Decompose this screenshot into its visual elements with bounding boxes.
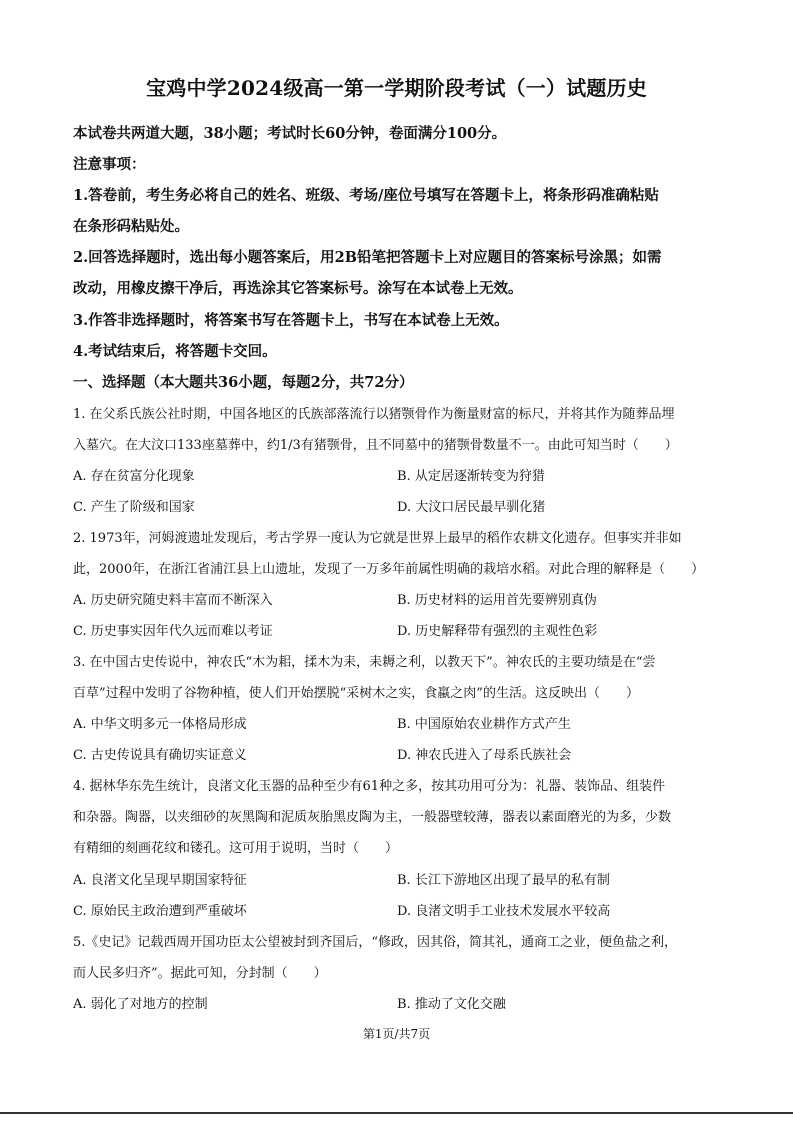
- question-2-option-d: D. 历史解释带有强烈的主观性色彩: [397, 624, 598, 639]
- question-1-text: 1. 在父系氏族公社时期，中国各地区的氏族部落流行以猪颚骨作为衡量财富的标尺，并将其作为随葬品埋: [73, 407, 675, 422]
- notice-line: 在条形码粘贴处。: [73, 218, 189, 235]
- question-5-option-b: B. 推动了文化交融: [397, 997, 506, 1012]
- question-4-option-c: C. 原始民主政治遭到严重破坏: [73, 904, 247, 919]
- question-2-text: 此，2000年，在浙江省浦江县上山遗址，发现了一万多年前属性明确的栽培水稻。对此合理的解释是（ ）: [73, 562, 705, 577]
- notice-line: 1.答卷前，考生务必将自己的姓名、班级、考场/座位号填写在答题卡上，将条形码准确粘贴: [73, 187, 659, 204]
- question-1-option-c: C. 产生了阶级和国家: [73, 500, 195, 515]
- question-3-option-b: B. 中国原始农业耕作方式产生: [397, 717, 571, 732]
- section-heading: 一、选择题（本大题共36小题，每题2分，共72分）: [73, 374, 414, 391]
- question-2-option-c: C. 历史事实因年代久远而难以考证: [73, 624, 273, 639]
- question-1-option-a: A. 存在贫富分化现象: [73, 469, 195, 484]
- question-1-option-b: B. 从定居逐渐转变为狩猎: [397, 469, 545, 484]
- notice-heading: 注意事项：: [73, 156, 146, 173]
- question-4-text: 和杂器。陶器，以夹细砂的灰黑陶和泥质灰胎黑皮陶为主，一般器壁较薄，器表以素面磨光的为多，少数: [73, 810, 672, 825]
- bottom-divider: [0, 1112, 793, 1114]
- question-4-option-a: A. 良渚文化呈现早期国家特征: [73, 873, 247, 888]
- question-3-option-a: A. 中华文明多元一体格局形成: [73, 717, 247, 732]
- question-1-text: 入墓穴。在大汶口133座墓葬中，约1/3有猪颚骨，且不同墓中的猪颚骨数量不一。由此可知当时（ ）: [73, 438, 678, 453]
- question-4-option-b: B. 长江下游地区出现了最早的私有制: [397, 873, 610, 888]
- question-2-text: 2. 1973年，河姆渡遗址发现后，考古学界一度认为它就是世界上最早的稻作农耕文化遗存。但事实并非如: [73, 531, 682, 546]
- question-4-option-d: D. 良渚文明手工业技术发展水平较高: [397, 904, 611, 919]
- exam-intro: 本试卷共两道大题，38小题；考试时长60分钟，卷面满分100分。: [73, 125, 507, 142]
- question-5-text: 5.《史记》记载西周开国功臣太公望被封到齐国后，“修政，因其俗，简其礼，通商工之业，便鱼盐之利，: [73, 935, 678, 950]
- question-5-option-a: A. 弱化了对地方的控制: [73, 997, 208, 1012]
- question-4-text: 4. 据林华东先生统计，良渚文化玉器的品种至少有61种之多，按其功用可分为：礼器、装饰品、组装件: [73, 779, 666, 794]
- page-footer: 第1页/共7页: [362, 1027, 431, 1041]
- notice-line: 2.回答选择题时，选出每小题答案后，用2B铅笔把答题卡上对应题目的答案标号涂黑；如需: [73, 249, 662, 266]
- question-4-text: 有精细的刻画花纹和镂孔。这可用于说明，当时（ ）: [73, 841, 399, 856]
- question-1-option-d: D. 大汶口居民最早驯化猪: [397, 500, 546, 515]
- question-2-option-a: A. 历史研究随史料丰富而不断深入: [73, 593, 273, 608]
- page-title: 宝鸡中学2024级高一第一学期阶段考试（一）试题历史: [146, 76, 647, 100]
- question-5-text: 而人民多归齐”。据此可知，分封制（ ）: [73, 966, 327, 981]
- notice-line: 改动，用橡皮擦干净后，再选涂其它答案标号。涂写在本试卷上无效。: [73, 280, 523, 297]
- question-3-option-c: C. 古史传说具有确切实证意义: [73, 748, 247, 763]
- notice-line: 3.作答非选择题时，将答案书写在答题卡上，书写在本试卷上无效。: [73, 312, 509, 329]
- notice-line: 4.考试结束后，将答题卡交回。: [73, 343, 277, 360]
- question-3-text: 百草”过程中发明了谷物种植，使人们开始摆脱“采树木之实，食蠃之肉”的生活。这反映出（ ）: [73, 686, 639, 701]
- question-3-option-d: D. 神农氏进入了母系氏族社会: [397, 748, 572, 763]
- question-2-option-b: B. 历史材料的运用首先要辨别真伪: [397, 593, 597, 608]
- question-3-text: 3. 在中国古史传说中，神农氏“木为耜，揉木为耒，耒耨之利，以教天下”。神农氏的主要功绩是在“尝: [73, 655, 656, 670]
